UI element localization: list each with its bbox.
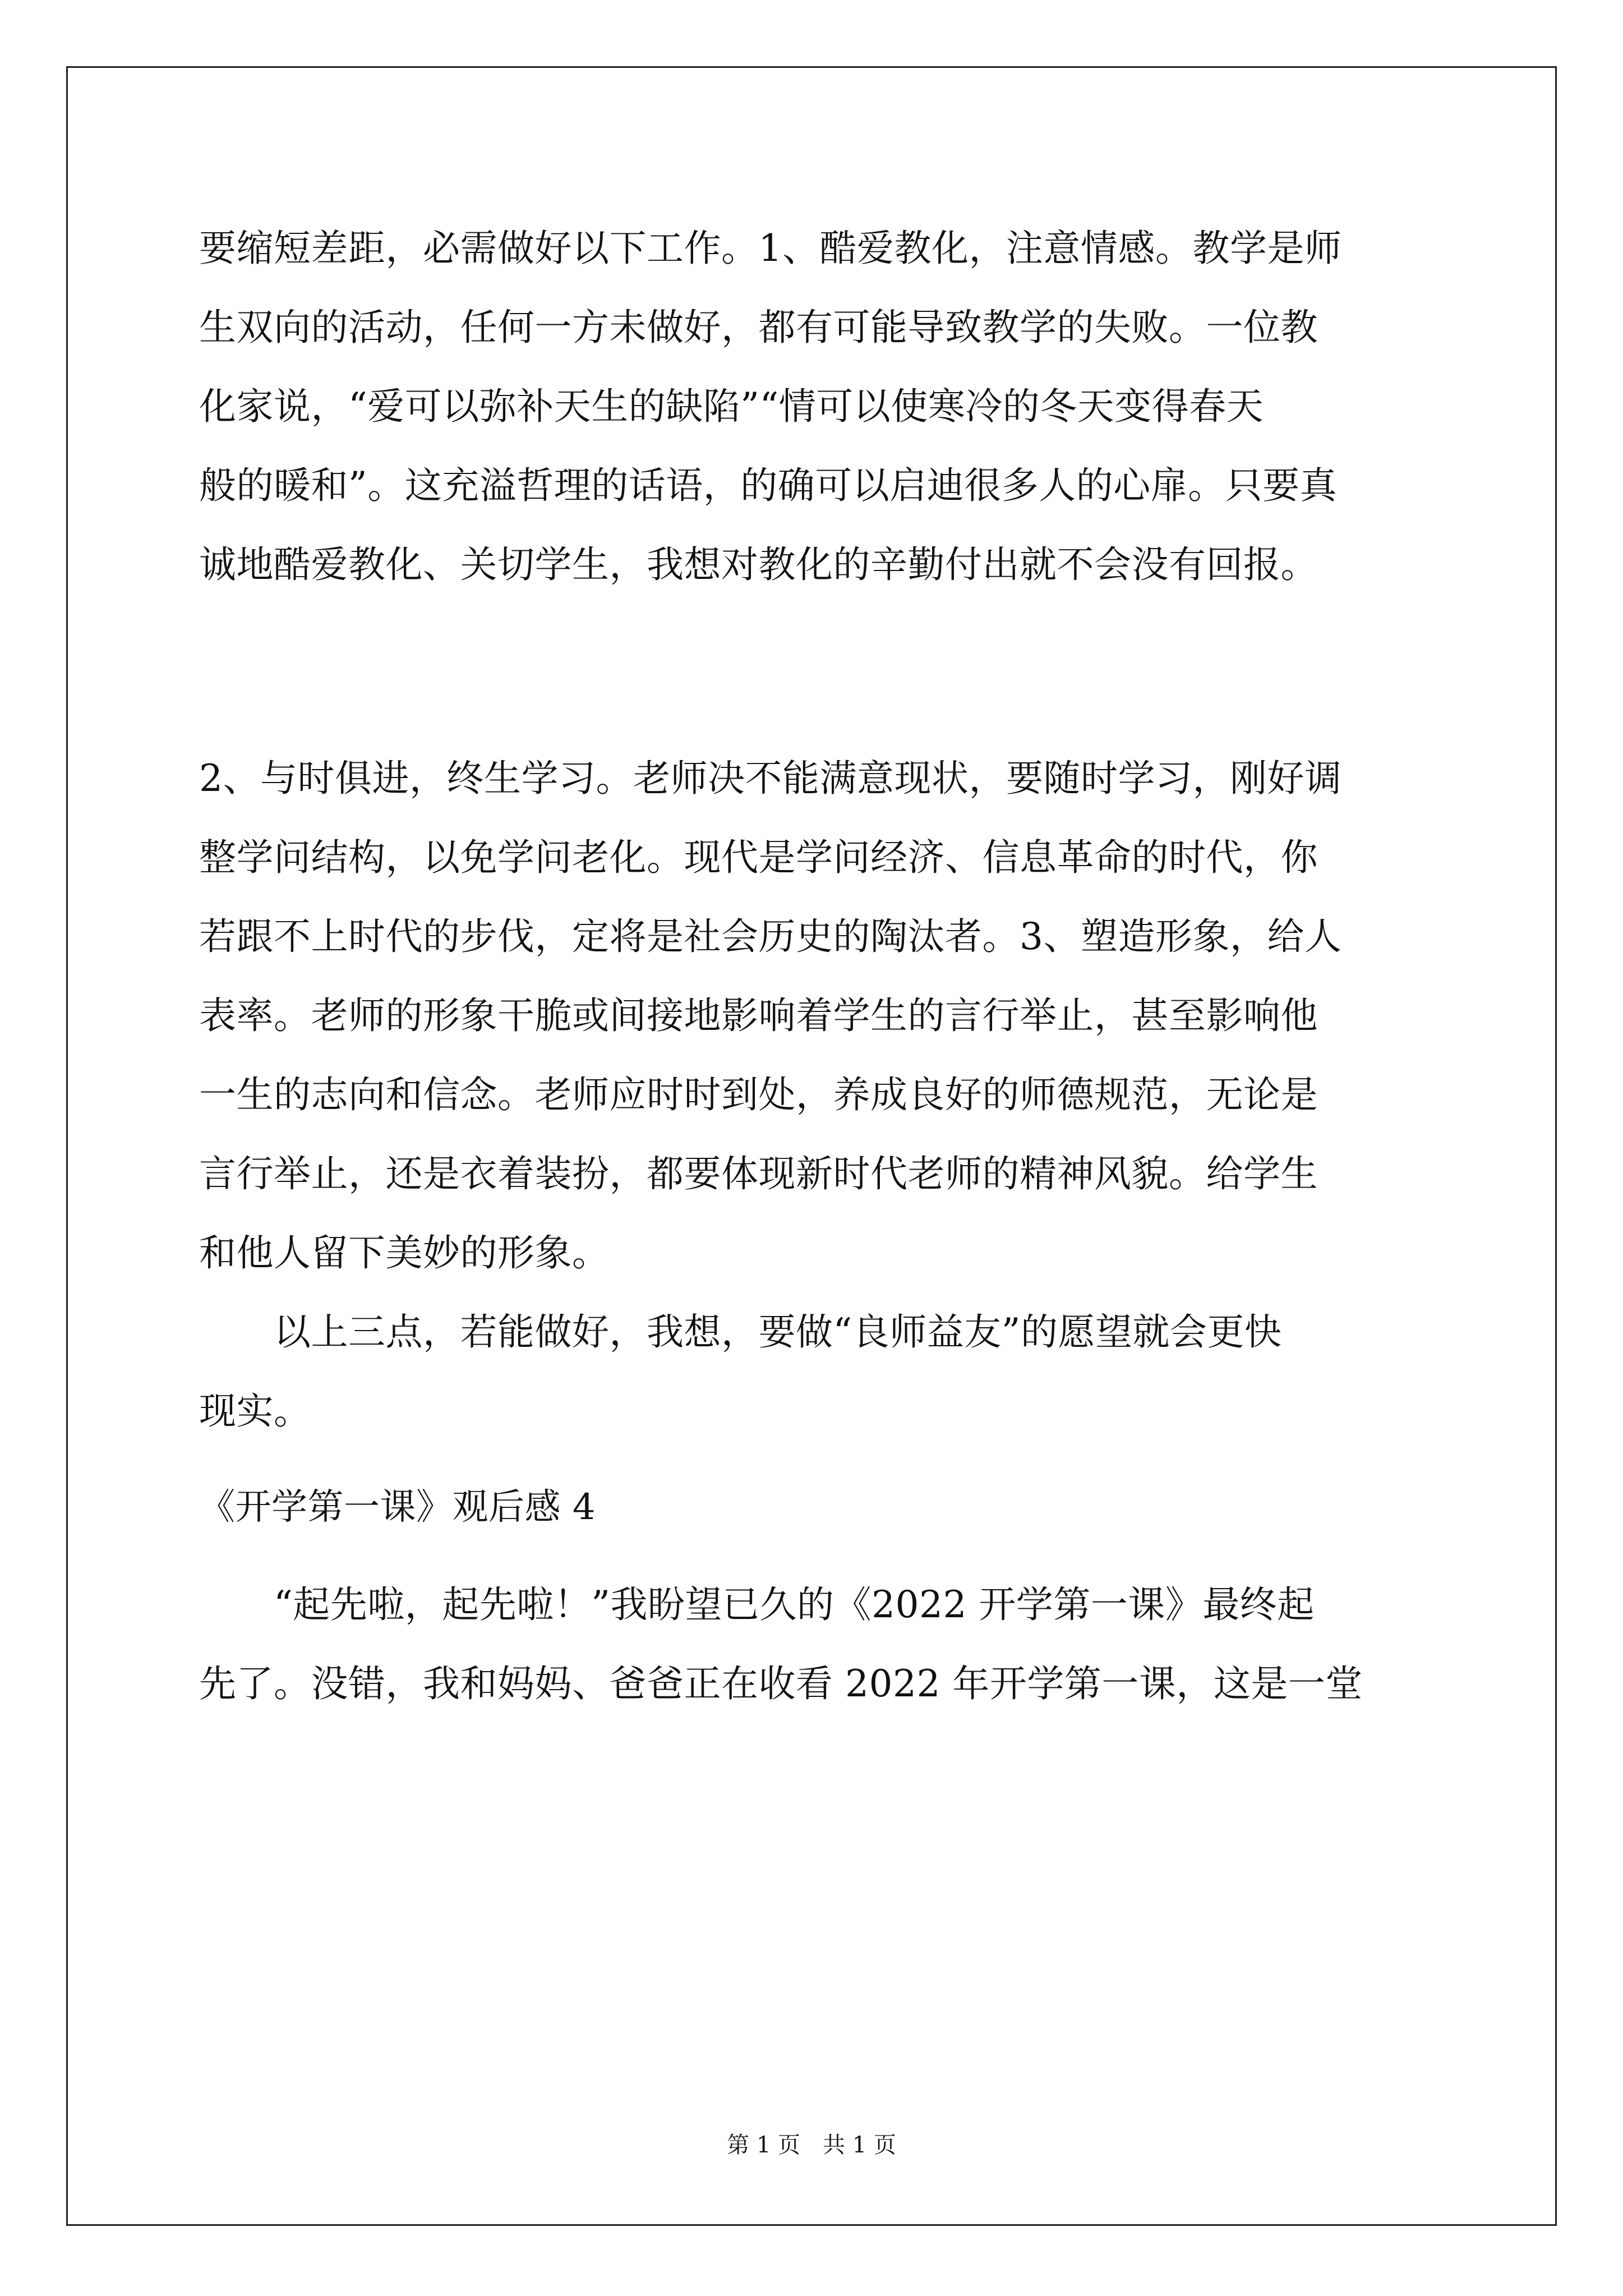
text-line: 表率。老师的形象干脆或间接地影响着学生的言行举止，甚至影响他	[199, 994, 1318, 1037]
text-line: 要缩短差距，必需做好以下工作。1、酷爱教化，注意情感。教学是师	[199, 227, 1342, 270]
text-line: 先了。没错，我和妈妈、爸爸正在收看 2022 年开学第一课，这是一堂	[199, 1662, 1363, 1705]
text-line: 整学问结构，以免学问老化。现代是学问经济、信息革命的时代，你	[199, 836, 1318, 879]
text-line: 一生的志向和信念。老师应时时到处，养成良好的师德规范，无论是	[199, 1073, 1318, 1116]
text-line: 般的暖和”。这充溢哲理的话语，的确可以启迪很多人的心扉。只要真	[199, 464, 1338, 507]
text-line: 生双向的活动，任何一方未做好，都有可能导致教学的失败。一位教	[199, 306, 1318, 349]
text-line: 化家说，“爱可以弥补天生的缺陷”“情可以使寒冷的冬天变得春天	[199, 385, 1264, 428]
text-line: 以上三点，若能做好，我想，要做“良师益友”的愿望就会更快	[199, 1310, 1282, 1354]
text-line: 言行举止，还是衣着装扮，都要体现新时代老师的精神风貌。给学生	[199, 1152, 1318, 1195]
text-line: 若跟不上时代的步伐，定将是社会历史的陶汰者。3、塑造形象，给人	[199, 915, 1342, 958]
text-line: 诚地酷爱教化、关切学生，我想对教化的辛勤付出就不会没有回报。	[199, 543, 1318, 586]
text-line: 2、与时俱进，终生学习。老师决不能满意现状，要随时学习，刚好调	[199, 757, 1342, 800]
page-number-footer: 第 1 页 共 1 页	[727, 2132, 896, 2158]
text-line: “起先啦，起先啦！”我盼望已久的《2022 开学第一课》最终起	[199, 1583, 1315, 1626]
section-heading: 《开学第一课》观后感 4	[199, 1487, 596, 1528]
text-line: 和他人留下美妙的形象。	[199, 1231, 610, 1274]
text-line: 现实。	[199, 1389, 311, 1433]
